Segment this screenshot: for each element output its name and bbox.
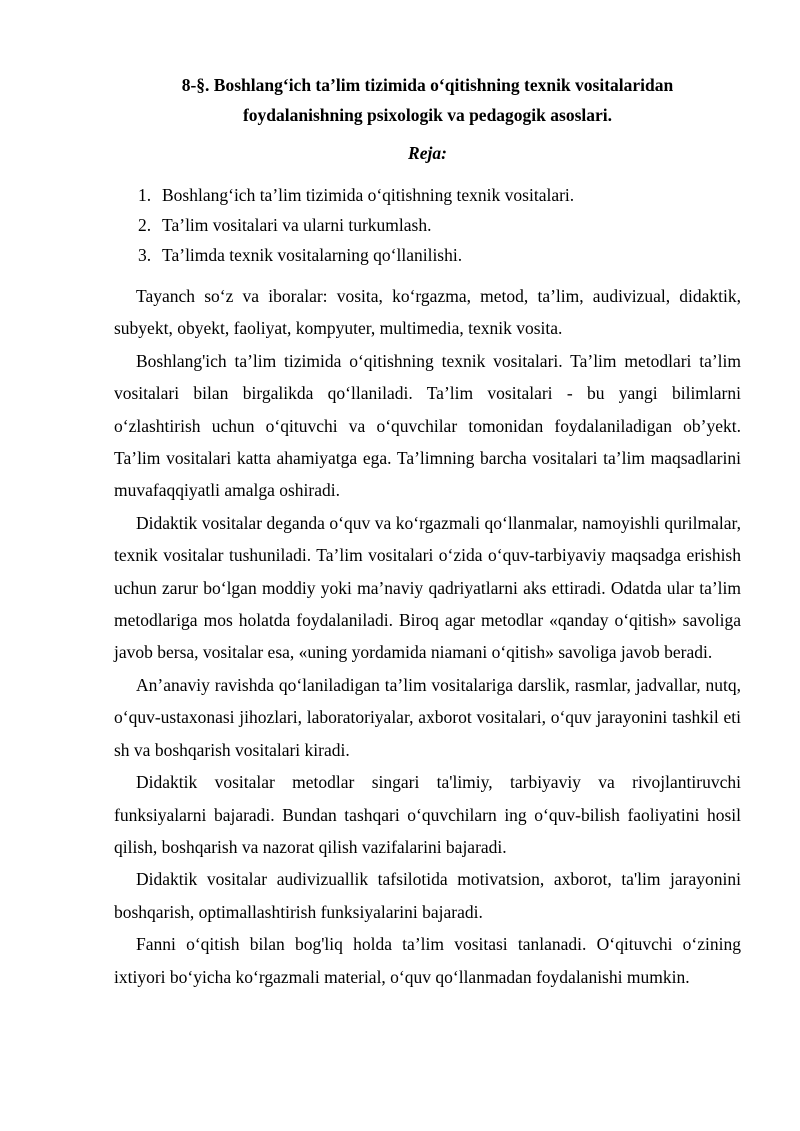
plan-list xyxy=(114,180,741,270)
plan-item-text: Ta’limda texnik vositalarning qo‘llanilishi. xyxy=(162,245,463,265)
plan-heading: Reja: xyxy=(408,143,447,163)
body-paragraph: Didaktik vositalar audivizuallik tafsilotida motivatsion, axborot, ta'lim jarayonini boshqarish, optimallashtirish funksiyalarini bajaradi. xyxy=(114,869,741,922)
plan-item-text: Boshlang‘ich ta’lim tizimida o‘qitishning texnik vositalari. xyxy=(162,185,575,205)
plan-item-text: Ta’lim vositalari va ularni turkumlash. xyxy=(162,215,432,235)
body-paragraph: An’anaviy ravishda qo‘laniladigan ta’lim vositalariga darslik, rasmlar, jadvallar, nutq, o‘quv-ustaxonasi jihozlari, laboratoriyalar, axborot vositalari, o‘quv jarayonini tashkil eti sh va boshqarish vositalari kiradi. xyxy=(114,674,741,760)
plan-item-number: 3. xyxy=(138,245,152,265)
section-title xyxy=(114,70,741,130)
plan-item xyxy=(114,180,741,210)
body-paragraph: Didaktik vositalar metodlar singari ta'limiy, tarbiyaviy va rivojlantiruvchi funksiyalarni bajaradi. Bundan tashqari o‘quvchilarn ing o‘quv-bilish faoliyatini hosil qilish, boshqarish va nazorat qilish vazifalarini bajaradi. xyxy=(114,772,741,857)
body-paragraph: Boshlang'ich ta’lim tizimida o‘qitishning texnik vositalari. Ta’lim metodlari ta’lim vositalari bilan birgalikda qo‘llaniladi. Ta’lim vositalari - bu yangi bilimlarni o‘zlashtirish uchun o‘qituvchi va o‘quvchilar tomonidan foydalaniladigan ob’yekt. Ta’lim vositalari katta ahamiyatga ega. Ta’limning barcha vositalari ta’lim maqsadlarini muvafaqqiyatli amalga oshiradi. xyxy=(114,350,741,501)
document-page xyxy=(114,70,741,993)
plan-item xyxy=(114,240,741,270)
keywords-paragraph: Tayanch so‘z va iboralar: vosita, ko‘rgazma, metod, ta’lim, audivizual, didaktik, subyekt, obyekt, faoliyat, kompyuter, multimedia, texnik vosita. xyxy=(114,286,741,339)
plan-item-number: 2. xyxy=(138,215,152,235)
plan-item xyxy=(114,210,741,240)
plan-item-number: 1. xyxy=(138,185,152,205)
body-paragraph: Fanni o‘qitish bilan bog'liq holda ta’lim vositasi tanlanadi. O‘qituvchi o‘zining ixtiyori bo‘yicha ko‘rgazmali material, o‘quv qo‘llanmadan foydalanishi mumkin. xyxy=(114,934,741,987)
section-title-line-1: 8-§. Boshlang‘ich ta’lim tizimida o‘qitishning texnik vositalaridan xyxy=(181,75,674,95)
section-title-line-2: foydalanishning psixologik va pedagogik asoslari. xyxy=(242,105,613,125)
body-paragraph: Didaktik vositalar deganda o‘quv va ko‘rgazmali qo‘llanmalar, namoyishli qurilmalar, texnik vositalar tushuniladi. Ta’lim vositalari o‘zida o‘quv-tarbiyaviy maqsadga erishish uchun zarur bo‘lgan moddiy yoki ma’naviy qadriyatlarni aks ettiradi. Odatda ular ta’lim metodlariga mos holatda foydalaniladi. Biroq agar metodlar «qanday o‘qitish» savoliga javob bersa, vositalar esa, «uning yordamida niamani o‘qitish» savoliga javob beradi. xyxy=(114,512,741,663)
